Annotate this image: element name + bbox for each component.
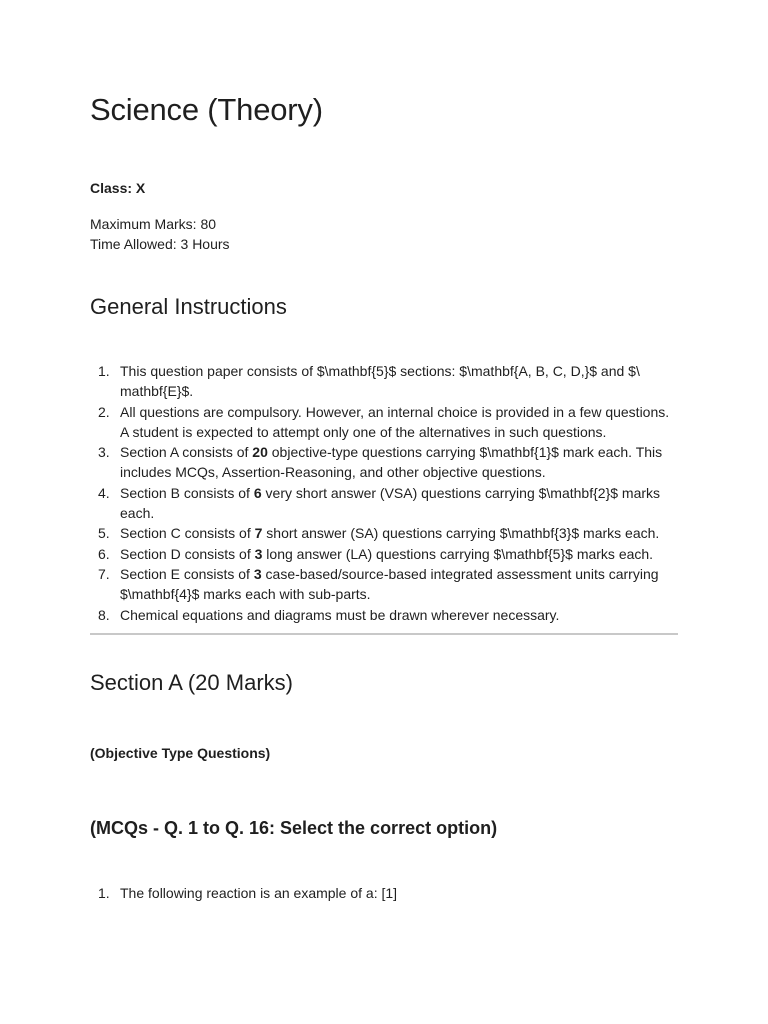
question-count: 3 xyxy=(254,545,263,562)
instruction-number: 8. xyxy=(98,606,110,623)
instruction-item xyxy=(90,442,680,483)
instructions-list xyxy=(90,361,680,625)
page-title: Science (Theory) xyxy=(90,92,323,127)
instruction-item xyxy=(90,564,680,605)
instruction-number: 6. xyxy=(98,545,110,562)
instruction-text-start: Section C consists of xyxy=(120,525,255,542)
section-a-heading: Section A (20 Marks) xyxy=(90,670,293,695)
instruction-number: 3. xyxy=(98,444,110,461)
instruction-text: This question paper consists of $\mathbf{5}$ sections: $\mathbf{A, B, C, D,}$ and $\ mathbf{E}$. xyxy=(120,363,640,400)
instruction-text-end: objective-type questions carrying $\mathbf{1}$ mark each. This includes MCQs, Assertion-Reasoning, and other objective questions. xyxy=(120,444,663,481)
instruction-text: All questions are compulsory. However, an internal choice is provided in a few questions. A student is expected to attempt only one of the alternatives in such questions. xyxy=(120,403,670,440)
instruction-item xyxy=(90,605,680,625)
question-item xyxy=(90,883,680,903)
question-list xyxy=(90,883,680,903)
instruction-text-end: case-based/source-based integrated assessment units carrying $\mathbf{4}$ marks each with sub-parts. xyxy=(120,565,659,603)
instruction-item xyxy=(90,402,680,443)
instruction-text: Chemical equations and diagrams must be drawn wherever necessary. xyxy=(120,606,560,623)
question-count: 20 xyxy=(252,444,268,461)
section-a-subtitle: (Objective Type Questions) xyxy=(90,745,271,761)
class-label: Class: X xyxy=(90,180,146,196)
question-count: 7 xyxy=(254,525,263,542)
instruction-text-start: Section B consists of xyxy=(120,484,254,501)
instruction-number: 2. xyxy=(98,403,110,420)
instruction-item xyxy=(90,483,680,524)
instruction-text-start: Section D consists of xyxy=(120,545,255,562)
question-count: 3 xyxy=(253,565,262,582)
maximum-marks: Maximum Marks: 80 xyxy=(90,216,217,232)
general-instructions-heading: General Instructions xyxy=(90,294,287,319)
instruction-text-start: Section E consists of xyxy=(120,565,254,582)
instruction-text-end: long answer (LA) questions carrying $\mathbf{5}$ marks each. xyxy=(262,545,654,562)
instruction-number: 4. xyxy=(98,484,110,501)
instruction-number: 1. xyxy=(98,363,110,379)
instruction-number: 5. xyxy=(98,525,110,542)
time-allowed: Time Allowed: 3 Hours xyxy=(90,236,230,252)
mcq-heading: (MCQs - Q. 1 to Q. 16: Select the correct option) xyxy=(90,818,498,838)
instruction-text-end: short answer (SA) questions carrying $\mathbf{3}$ marks each. xyxy=(262,525,660,542)
question-text: The following reaction is an example of a: [1] xyxy=(120,885,398,901)
question-count: 6 xyxy=(253,484,262,501)
instruction-text-start: Section A consists of xyxy=(120,444,253,461)
instruction-number: 7. xyxy=(98,565,110,582)
instruction-item xyxy=(90,361,680,402)
horizontal-divider xyxy=(90,633,678,635)
instruction-item xyxy=(90,523,680,543)
instruction-text-end: very short answer (VSA) questions carrying $\mathbf{2}$ marks each. xyxy=(120,484,661,522)
question-number: 1. xyxy=(98,885,110,901)
instruction-item xyxy=(90,544,680,564)
